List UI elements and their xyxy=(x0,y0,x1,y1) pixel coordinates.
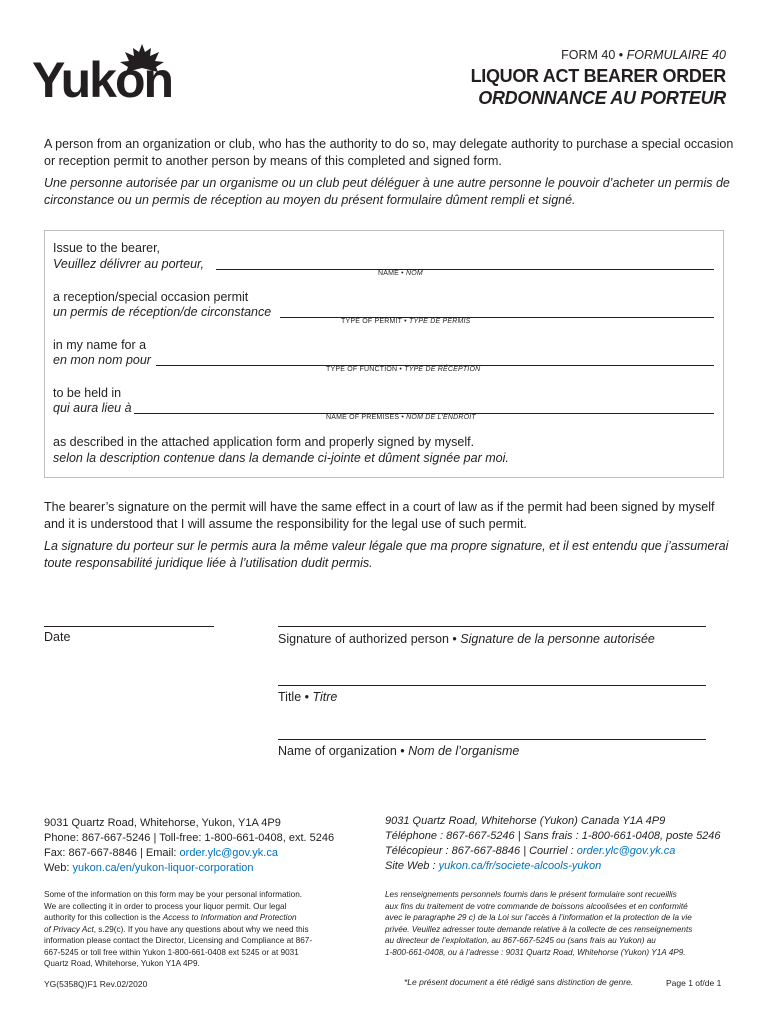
organization-label: Name of organization • Nom de l’organisme xyxy=(278,744,520,758)
intro-fr: Une personne autorisée par un organisme ou un club peut déléguer à une autre personne le pouvoir d’acheter un permis de circonstance ou un permis de réception au moyen du présent formulaire dûment rempli et signé. xyxy=(44,176,730,207)
described-fr: selon la description contenue dans la demande ci-jointe et dûment signée par moi. xyxy=(53,451,509,465)
statement-en: The bearer’s signature on the permit will have the same effect in a court of law as if the permit had been signed by myself and it is understood that I will assume the responsibility for the legal use of such permit. xyxy=(44,500,715,531)
phone-en: Phone: 867-667-5246 | Toll-free: 1-800-661-0408, ext. 5246 xyxy=(44,832,335,844)
web-link-en[interactable]: yukon.ca/en/yukon-liquor-corporation xyxy=(72,862,254,874)
issue-label-fr: Veuillez délivrer au porteur, xyxy=(53,257,205,271)
described-en: as described in the attached application form and properly signed by myself. xyxy=(53,435,475,449)
email-link-fr[interactable]: order.ylc@gov.yk.ca xyxy=(576,845,676,857)
date-field[interactable] xyxy=(44,626,214,627)
phone-fr: Téléphone : 867-667-5246 | Sans frais : 1-800-661-0408, poste 5246 xyxy=(385,830,721,842)
gender-note: *Le présent document a été rédigé sans distinction de genre. xyxy=(404,977,634,987)
page-number: Page 1 of/de 1 xyxy=(666,978,722,988)
permit-caption: TYPE OF PERMIT • TYPE DE PERMIS xyxy=(341,318,471,325)
privacy-notice-fr: Les renseignements personnels fournis dans le présent formulaire sont recueillis aux fins du traitement de votre commande de boissons alcoolisées et en conformité avec le paragraphe 29 c) de la Loi sur l’accès à l’information et la protection de la vie privée. Veuillez adresser toute demande relative à la collecte de ces renseignements au directeur de l’exploitation, au 867-667-5245 ou (sans frais au Yukon) au 1-800-661-0408, ou à l’adresse : 9031 Quartz Road, Whitehorse (Yukon) Y1A 4P9. xyxy=(385,890,693,957)
address-fr: 9031 Quartz Road, Whitehorse (Yukon) Canada Y1A 4P9 xyxy=(385,815,666,827)
web-en: Web: yukon.ca/en/yukon-liquor-corporation xyxy=(44,862,254,874)
contact-en xyxy=(44,816,374,876)
my-name-label-en: in my name for a xyxy=(53,338,147,352)
fax-email-fr: Télécopieur : 867-667-8846 | Courriel : order.ylc@gov.yk.ca xyxy=(385,845,676,857)
web-link-fr[interactable]: yukon.ca/fr/societe-alcools-yukon xyxy=(438,860,602,872)
name-field[interactable] xyxy=(216,269,714,270)
email-link-en[interactable]: order.ylc@gov.yk.ca xyxy=(179,847,278,859)
title-field[interactable] xyxy=(278,685,706,686)
web-fr: Site Web : yukon.ca/fr/societe-alcools-yukon xyxy=(385,860,602,872)
title-label: Title • Titre xyxy=(278,690,338,704)
signature-label: Signature of authorized person • Signature de la personne autorisée xyxy=(278,632,655,646)
contact-fr xyxy=(385,814,755,874)
form-number: FORM 40 • FORMULAIRE 40 xyxy=(561,48,726,62)
permit-label-en: a reception/special occasion permit xyxy=(53,290,249,304)
permit-label-fr: un permis de réception/de circonstance xyxy=(53,305,272,319)
date-label: Date xyxy=(44,630,71,644)
statement-fr: La signature du porteur sur le permis aura la même valeur légale que ma propre signature, et il est entendu que j’assumerai toute responsabilité juridique liée à l’utilisation dudit permis. xyxy=(44,539,729,570)
yukon-logo xyxy=(32,44,172,108)
form-title-en: LIQUOR ACT BEARER ORDER xyxy=(470,66,726,86)
my-name-label-fr: en mon nom pour xyxy=(53,353,151,367)
premises-caption: NAME OF PREMISES • NOM DE L’ENDROIT xyxy=(326,414,476,421)
form-code: YG(5358Q)F1 Rev.02/2020 xyxy=(44,979,148,989)
signature-field[interactable] xyxy=(278,626,706,627)
address-en: 9031 Quartz Road, Whitehorse, Yukon, Y1A 4P9 xyxy=(44,817,281,829)
held-label-fr: qui aura lieu à xyxy=(53,401,132,415)
organization-field[interactable] xyxy=(278,739,706,740)
form-title-fr: ORDONNANCE AU PORTEUR xyxy=(478,88,726,108)
function-caption: TYPE OF FUNCTION • TYPE DE RÉCEPTION xyxy=(326,366,481,373)
logo-wordmark: Yukon xyxy=(32,52,173,108)
held-label-en: to be held in xyxy=(53,386,122,400)
privacy-notice-en: Some of the information on this form may be your personal information. We are collecting it in order to process your liquor permit. Our legal authority for this collection is the Access to Information and Protection of Privacy Act, s.29(c). If you have any questions about why we need this information please contact the Director, Licensing and Compliance at 867- 667-5245 or toll free within Yukon 1-800-661-0408 ext 5245 or at 9031 Quartz Road, Whitehorse, Yukon Y1A 4P9. xyxy=(44,890,313,968)
fax-email-en: Fax: 867-667-8846 | Email: order.ylc@gov.yk.ca xyxy=(44,847,278,859)
intro-en: A person from an organization or club, who has the authority to do so, may delegate authority to purchase a special occasion or reception permit to another person by means of this completed and signed form. xyxy=(44,137,734,168)
issue-label-en: Issue to the bearer, xyxy=(53,241,161,255)
name-caption: NAME • NOM xyxy=(378,270,423,277)
